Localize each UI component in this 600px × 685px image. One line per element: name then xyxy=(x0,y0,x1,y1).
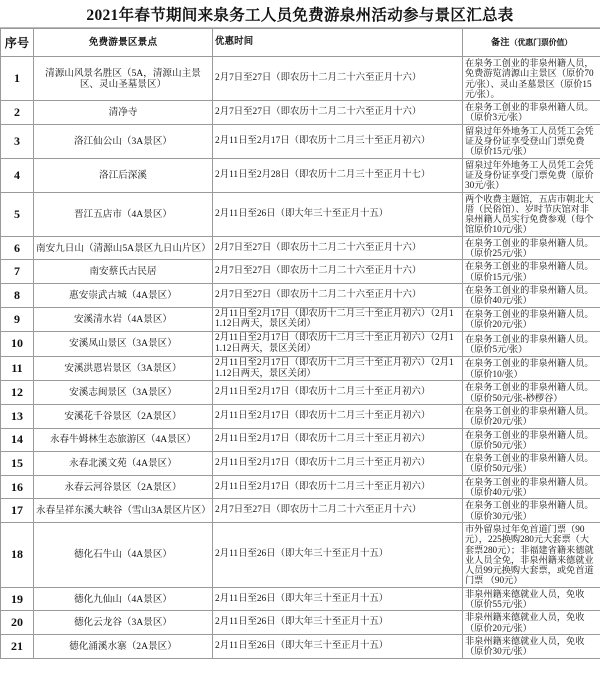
cell-row-number[interactable]: 9 xyxy=(1,307,34,332)
cell-row-number[interactable]: 20 xyxy=(1,611,34,635)
cell-spot-name[interactable]: 安溪花千谷景区（2A景区） xyxy=(34,405,213,429)
cell-offer-time[interactable]: 2月7日至27日（即农历十二月二十六至正月十六） xyxy=(213,101,463,125)
cell-spot-name[interactable]: 南安蔡氏古民居 xyxy=(34,260,213,284)
cell-remark[interactable]: 在泉务工创业的非泉州籍人员。（原价20元/张） xyxy=(463,405,600,429)
table-header xyxy=(1,29,600,57)
column-header-note xyxy=(463,29,600,57)
cell-remark[interactable]: 在泉务工创业的非泉州籍人员。（原价15元/张） xyxy=(463,260,600,284)
cell-spot-name[interactable]: 德化石牛山（4A景区） xyxy=(34,522,213,587)
cell-spot-name[interactable]: 清源山风景名胜区（5A，清源山主景区、灵山圣墓景区） xyxy=(34,57,213,101)
table-row[interactable] xyxy=(1,356,600,381)
cell-remark[interactable]: 在泉务工创业的非泉州籍人员。（原价10/张） xyxy=(463,356,600,381)
cell-offer-time[interactable]: 2月11日至2月17日（即农历十二月三十至正月初六）（2月11.12日两天，景区关闭） xyxy=(213,332,463,357)
column-header-no: 序号 xyxy=(1,29,34,57)
table-row[interactable] xyxy=(1,57,600,101)
cell-offer-time[interactable]: 2月7日至27日（即农历十二月二十六至正月十六） xyxy=(213,57,463,101)
cell-remark[interactable]: 非泉州籍来德就业人员，免收（原价30元/张） xyxy=(463,634,600,658)
cell-spot-name[interactable]: 安溪志闽景区（3A景区） xyxy=(34,381,213,405)
cell-spot-name[interactable]: 永春云河谷景区（2A景区） xyxy=(34,475,213,499)
cell-offer-time[interactable]: 2月11日至2月17日（即农历十二月三十至正月初六）（2月11.12日两天，景区关闭） xyxy=(213,356,463,381)
cell-spot-name[interactable]: 南安九日山（清源山5A景区九日山片区） xyxy=(34,236,213,260)
column-header-spot: 免费游景区景点 xyxy=(34,29,213,57)
cell-remark[interactable]: 在泉务工创业的非泉州籍人员。（原价20元/张） xyxy=(463,307,600,332)
cell-row-number[interactable]: 16 xyxy=(1,475,34,499)
cell-row-number[interactable]: 5 xyxy=(1,192,34,236)
table-body xyxy=(1,57,600,659)
table-row[interactable] xyxy=(1,611,600,635)
cell-spot-name[interactable]: 德化涌溪水寨（2A景区） xyxy=(34,634,213,658)
cell-spot-name[interactable]: 晋江五店市（4A景区） xyxy=(34,192,213,236)
cell-remark[interactable]: 在泉务工创业的非泉州籍人员。（原价50元/张-桫椤谷） xyxy=(463,381,600,405)
document-title-bar xyxy=(0,0,600,28)
cell-offer-time[interactable]: 2月11日至26日（即大年三十至正月十五） xyxy=(213,192,463,236)
table-row[interactable] xyxy=(1,381,600,405)
table-row[interactable] xyxy=(1,499,600,523)
cell-row-number[interactable]: 11 xyxy=(1,356,34,381)
cell-row-number[interactable]: 10 xyxy=(1,332,34,357)
cell-offer-time[interactable]: 2月7日至27日（即农历十二月二十六至正月十六） xyxy=(213,283,463,307)
table-row[interactable] xyxy=(1,260,600,284)
cell-row-number[interactable]: 4 xyxy=(1,158,34,192)
cell-remark[interactable]: 非泉州籍来德就业人员，免收（原价20元/张） xyxy=(463,611,600,635)
cell-offer-time[interactable]: 2月7日至27日（即农历十二月二十六至正月十六） xyxy=(213,236,463,260)
cell-offer-time[interactable]: 2月11日至26日（即大年三十至正月十五） xyxy=(213,522,463,587)
cell-spot-name[interactable]: 永春北溪文苑（4A景区） xyxy=(34,452,213,476)
cell-spot-name[interactable]: 洛江后深溪 xyxy=(34,158,213,192)
table-row[interactable] xyxy=(1,283,600,307)
table-row[interactable] xyxy=(1,332,600,357)
cell-remark[interactable]: 留泉过年外地务工人员凭工会凭证及身份证享受登山门票免费（原价15元/张） xyxy=(463,124,600,158)
table-row[interactable] xyxy=(1,634,600,658)
cell-offer-time[interactable]: 2月11日至2月17日（即农历十二月三十至正月初六） xyxy=(213,452,463,476)
header-row xyxy=(1,29,600,57)
cell-offer-time[interactable]: 2月11日至2月17日（即农历十二月三十至正月初六） xyxy=(213,381,463,405)
cell-offer-time[interactable]: 2月11日至2月17日（即农历十二月三十至正月初六）（2月11.12日两天，景区关闭） xyxy=(213,307,463,332)
cell-row-number[interactable]: 15 xyxy=(1,452,34,476)
cell-row-number[interactable]: 2 xyxy=(1,101,34,125)
table-row[interactable] xyxy=(1,428,600,452)
cell-remark[interactable]: 在泉务工创业的非泉州籍人员。（原价30元/张） xyxy=(463,499,600,523)
cell-offer-time[interactable]: 2月11日至2月17日（即农历十二月三十至正月初六） xyxy=(213,475,463,499)
cell-row-number[interactable]: 6 xyxy=(1,236,34,260)
table-row[interactable] xyxy=(1,475,600,499)
cell-row-number[interactable]: 17 xyxy=(1,499,34,523)
page-title: 2021年春节期间来泉务工人员免费游泉州活动参与景区汇总表 xyxy=(86,6,514,24)
table-row[interactable] xyxy=(1,192,600,236)
cell-offer-time[interactable]: 2月7日至27日（即农历十二月二十六至正月十六） xyxy=(213,499,463,523)
cell-spot-name[interactable]: 永春呈祥东溪大峡谷（雪山3A景区片区） xyxy=(34,499,213,523)
cell-spot-name[interactable]: 德化九仙山（4A景区） xyxy=(34,587,213,611)
cell-remark[interactable]: 在泉务工创业的非泉州籍人员。（原价25元/张） xyxy=(463,236,600,260)
scenic-spots-table xyxy=(0,28,600,659)
cell-remark[interactable]: 在泉务工创业的非泉州籍人员。（原价50元/张） xyxy=(463,452,600,476)
cell-offer-time[interactable]: 2月11日至2月17日（即农历十二月三十至正月初六） xyxy=(213,428,463,452)
cell-spot-name[interactable]: 安溪凤山景区（3A景区） xyxy=(34,332,213,357)
cell-row-number[interactable]: 14 xyxy=(1,428,34,452)
table-row[interactable] xyxy=(1,101,600,125)
table-row[interactable] xyxy=(1,124,600,158)
cell-remark[interactable]: 在泉务工创业的非泉州籍人员。（原价40元/张） xyxy=(463,283,600,307)
cell-spot-name[interactable]: 安溪清水岩（4A景区） xyxy=(34,307,213,332)
cell-row-number[interactable]: 19 xyxy=(1,587,34,611)
cell-remark[interactable]: 在泉务工创业的非泉州籍人员。（原价5元/张） xyxy=(463,332,600,357)
cell-row-number[interactable]: 8 xyxy=(1,283,34,307)
cell-row-number[interactable]: 21 xyxy=(1,634,34,658)
cell-offer-time[interactable]: 2月11日至2月17日（即农历十二月三十至正月初六） xyxy=(213,405,463,429)
cell-spot-name[interactable]: 洛江仙公山（3A景区） xyxy=(34,124,213,158)
cell-remark[interactable]: 非泉州籍来德就业人员，免收（原价55元/张） xyxy=(463,587,600,611)
table-row[interactable] xyxy=(1,236,600,260)
cell-offer-time[interactable]: 2月11日至26日（即大年三十至正月十五） xyxy=(213,611,463,635)
column-header-note-sub: （优惠门票价值） xyxy=(509,38,573,48)
cell-offer-time[interactable]: 2月11日至26日（即大年三十至正月十五） xyxy=(213,634,463,658)
cell-offer-time[interactable]: 2月11日至26日（即大年三十至正月十五） xyxy=(213,587,463,611)
cell-remark[interactable]: 两个收费主题馆，五店市朝北大厝（民俗馆）、岁时节庆馆对非泉州籍人员实行免费参观（每个馆原价10元/张） xyxy=(463,192,600,236)
cell-row-number[interactable]: 13 xyxy=(1,405,34,429)
cell-remark[interactable]: 在泉务工创业的非泉州籍人员，免费游览清源山主景区（原价70元/张）、灵山圣墓景区（原价15元/张）。 xyxy=(463,57,600,101)
cell-spot-name[interactable]: 安溪洪恩岩景区（3A景区） xyxy=(34,356,213,381)
table-row[interactable] xyxy=(1,452,600,476)
cell-offer-time[interactable]: 2月7日至27日（即农历十二月二十六至正月十六） xyxy=(213,260,463,284)
cell-row-number[interactable]: 12 xyxy=(1,381,34,405)
table-row[interactable] xyxy=(1,158,600,192)
table-row[interactable] xyxy=(1,307,600,332)
table-row[interactable] xyxy=(1,522,600,587)
cell-offer-time[interactable]: 2月11日至2月28日（即农历十二月三十至正月十七） xyxy=(213,158,463,192)
cell-remark[interactable]: 在泉务工创业的非泉州籍人员。（原价40元/张） xyxy=(463,475,600,499)
column-header-note-main: 备注 xyxy=(490,37,510,48)
cell-row-number[interactable]: 18 xyxy=(1,522,34,587)
cell-row-number[interactable]: 7 xyxy=(1,260,34,284)
column-header-time: 优惠时间 xyxy=(213,29,463,57)
cell-spot-name[interactable]: 清净寺 xyxy=(34,101,213,125)
cell-remark[interactable]: 市外留泉过年免首道门票（90元），225换购280元大套票（大套票280元）；非福建省籍来德就业人员全免，非泉州籍来德就业人员99元换购大套票，或免首道门票 （90元） xyxy=(463,522,600,587)
table-row[interactable] xyxy=(1,405,600,429)
cell-spot-name[interactable]: 德化云龙谷（3A景区） xyxy=(34,611,213,635)
cell-row-number[interactable]: 1 xyxy=(1,57,34,101)
cell-remark[interactable]: 在泉务工创业的非泉州籍人员。（原价3元/张） xyxy=(463,101,600,125)
cell-offer-time[interactable]: 2月11日至2月17日（即农历十二月三十至正月初六） xyxy=(213,124,463,158)
table-row[interactable] xyxy=(1,587,600,611)
cell-remark[interactable]: 留泉过年外地务工人员凭工会凭证及身份证享受门票免费（原价30元/张） xyxy=(463,158,600,192)
cell-spot-name[interactable]: 永春牛姆林生态旅游区（4A景区） xyxy=(34,428,213,452)
cell-remark[interactable]: 在泉务工创业的非泉州籍人员。（原价50元/张） xyxy=(463,428,600,452)
cell-row-number[interactable]: 3 xyxy=(1,124,34,158)
cell-spot-name[interactable]: 惠安崇武古城（4A景区） xyxy=(34,283,213,307)
